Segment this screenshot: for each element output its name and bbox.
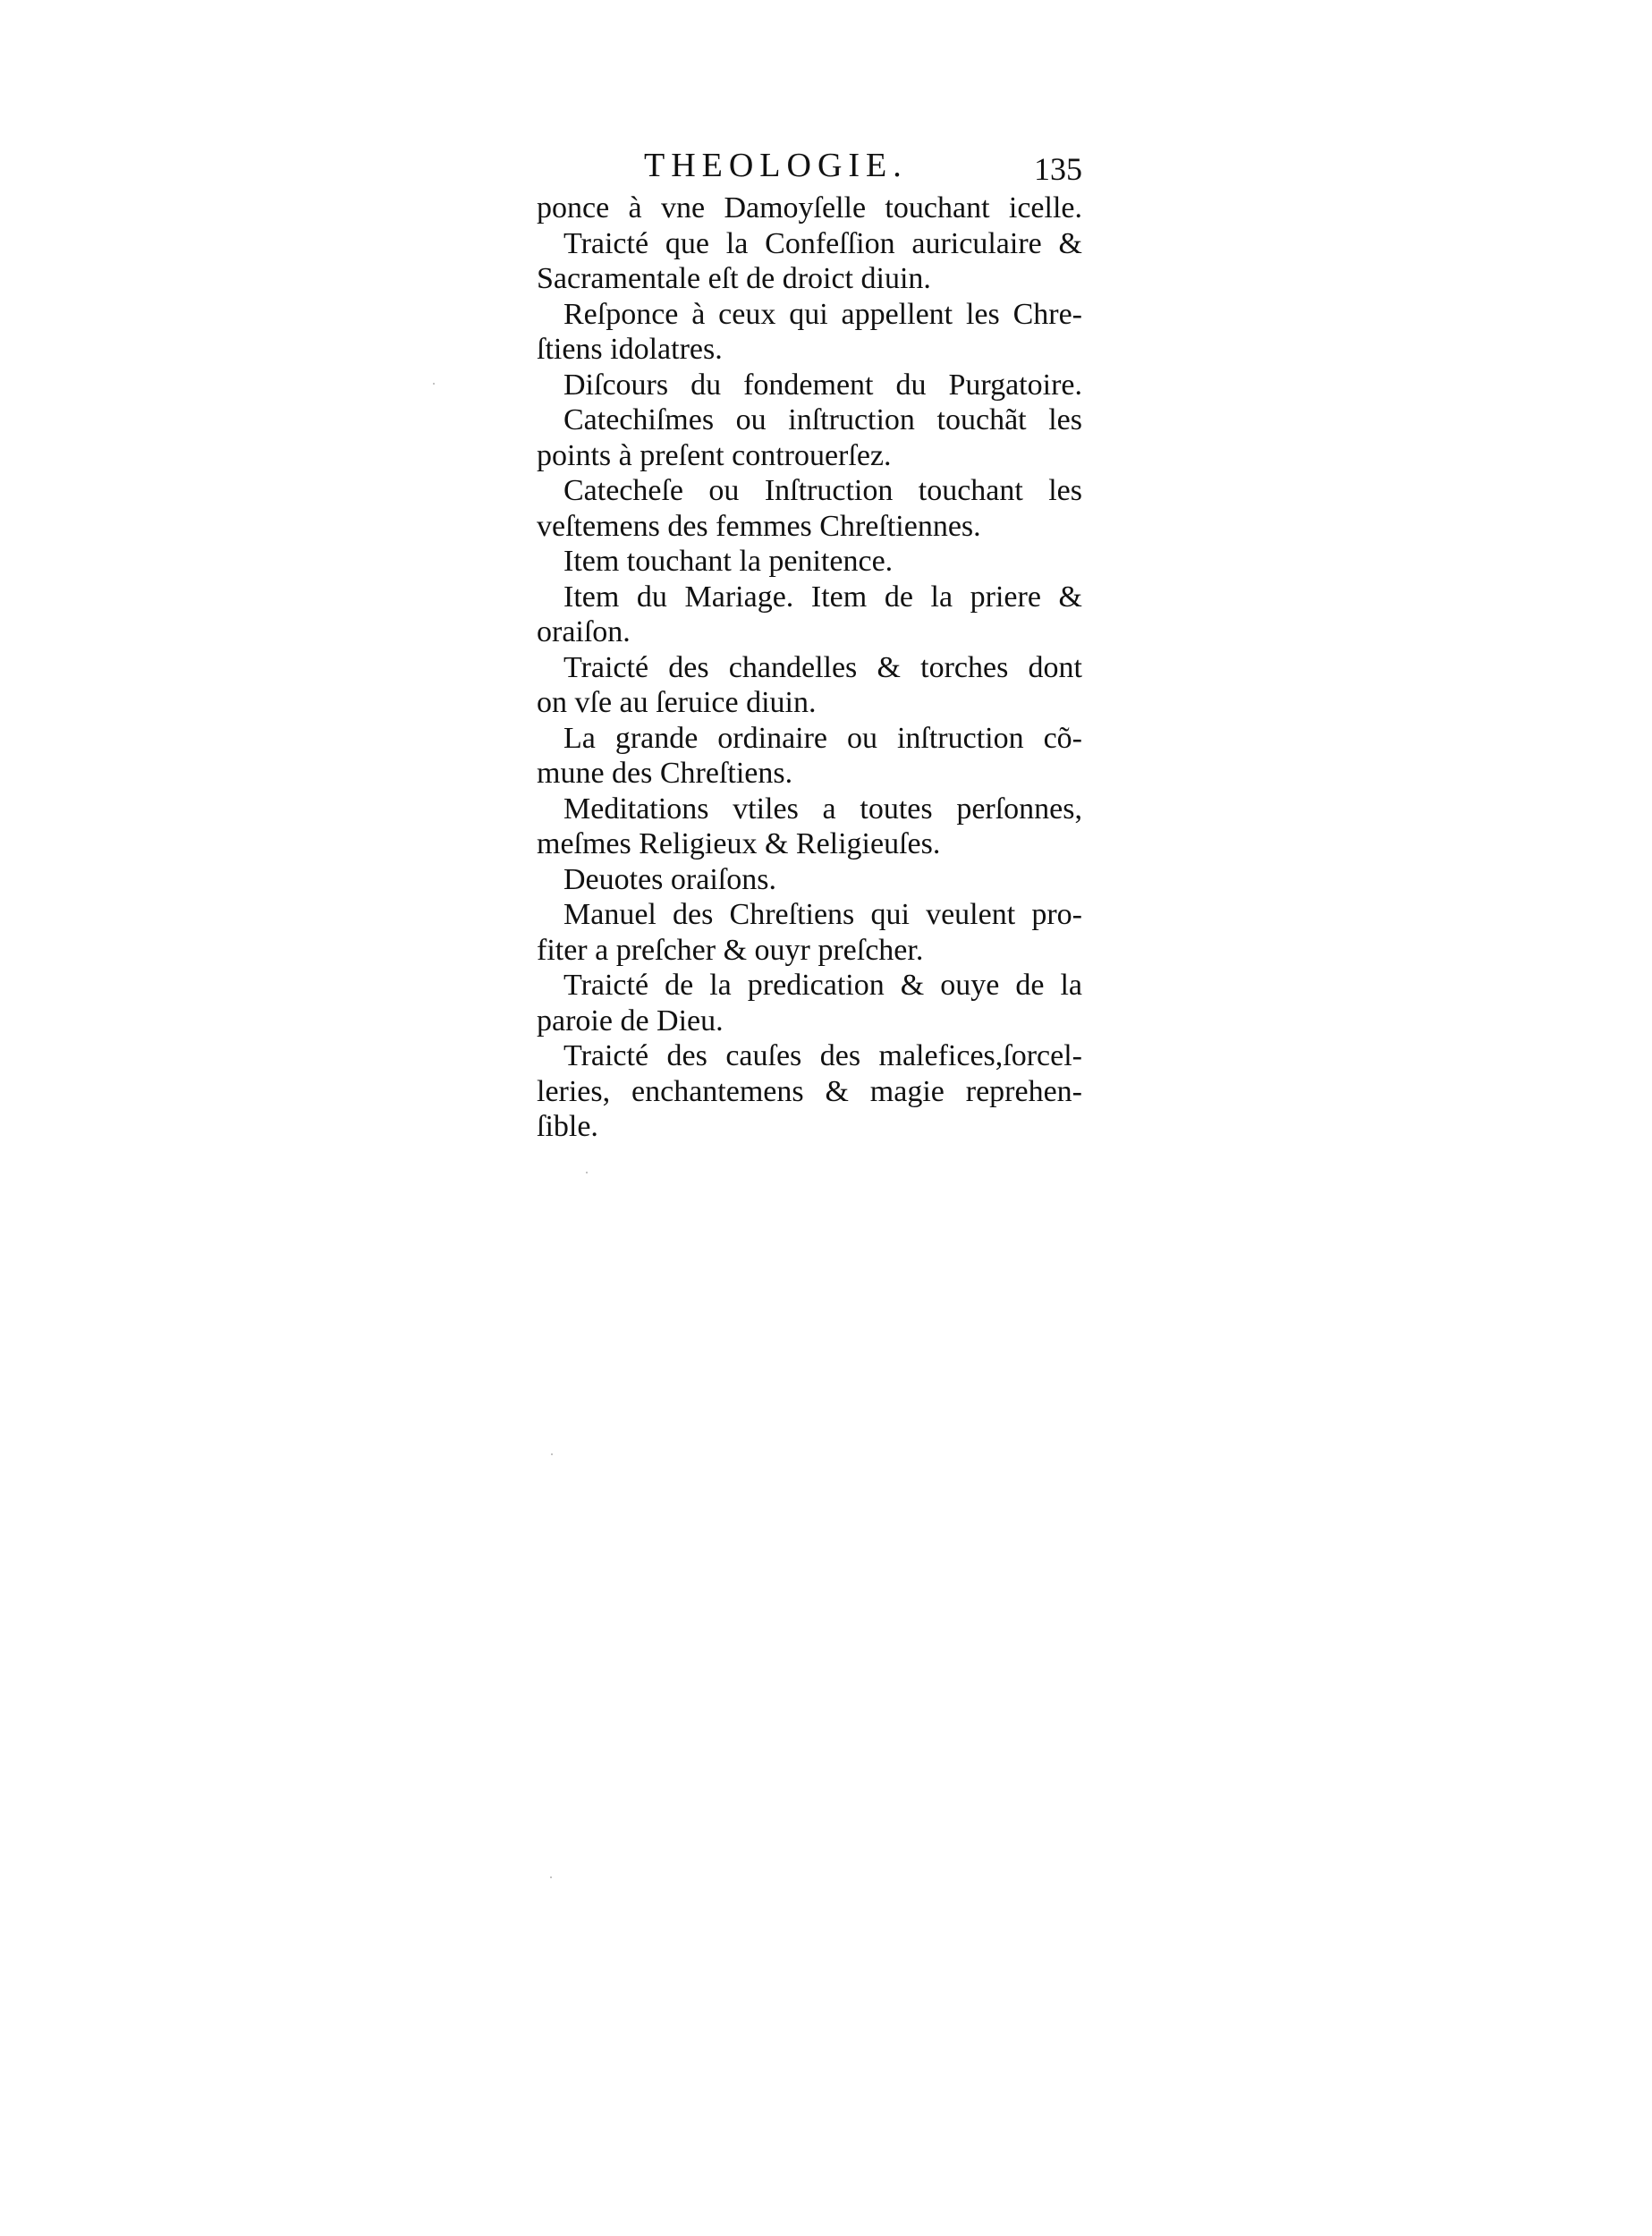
text-line: Diſcours du fondement du Purgatoire. <box>563 368 1082 402</box>
text-line: paroie de Dieu. <box>537 1004 724 1038</box>
text-line: Traicté des cauſes des malefices,ſorcel- <box>563 1039 1082 1072</box>
text-line: ponce à vne Damoyſelle touchant icelle. <box>537 191 1082 224</box>
running-title: THEOLOGIE. <box>644 147 908 184</box>
text-line: ſtiens idolatres. <box>537 333 723 366</box>
scan-speck <box>586 1172 588 1173</box>
text-line: Item du Mariage. Item de la priere & <box>563 580 1082 614</box>
text-line: Traicté de la predication & ouye de la <box>563 969 1082 1002</box>
text-line: Reſponce à ceux qui appellent les Chre- <box>563 297 1082 331</box>
text-line: oraiſon. <box>537 615 631 648</box>
scan-speck <box>433 383 435 385</box>
text-line: Traicté que la Confeſſion auriculaire & <box>563 226 1082 260</box>
text-line: Catechiſmes ou inſtruction touchãt les <box>563 403 1082 436</box>
text-line: ſible. <box>537 1110 598 1143</box>
scan-speck <box>551 1453 553 1455</box>
page-number: 135 <box>1034 151 1082 187</box>
text-line: Manuel des Chreſtiens qui veulent pro- <box>563 898 1082 931</box>
text-line: La grande ordinaire ou inſtruction cõ- <box>563 721 1082 755</box>
text-line: Item touchant la penitence. <box>563 545 894 578</box>
text-line: points à preſent controuerſez. <box>537 438 892 472</box>
text-line: leries, enchantemens & magie reprehen- <box>537 1074 1082 1108</box>
page-header <box>537 143 1082 188</box>
text-line: Sacramentale eſt de droict diuin. <box>537 262 931 295</box>
text-line: Traicté des chandelles & torches dont <box>563 650 1082 684</box>
text-line: Meditations vtiles a toutes perſonnes, <box>563 792 1082 826</box>
text-line: mune des Chreſtiens. <box>537 757 793 790</box>
body-text <box>537 191 1082 1145</box>
scan-speck <box>550 1876 552 1878</box>
text-line: veſtemens des femmes Chreſtiennes. <box>537 509 981 543</box>
text-line: fiter a preſcher & ouyr preſcher. <box>537 933 924 967</box>
text-line: meſmes Religieux & Religieuſes. <box>537 827 941 860</box>
text-line: Catecheſe ou Inſtruction touchant les <box>563 474 1082 507</box>
text-line: on vſe au ſeruice diuin. <box>537 686 817 719</box>
text-line: Deuotes oraiſons. <box>563 862 776 896</box>
